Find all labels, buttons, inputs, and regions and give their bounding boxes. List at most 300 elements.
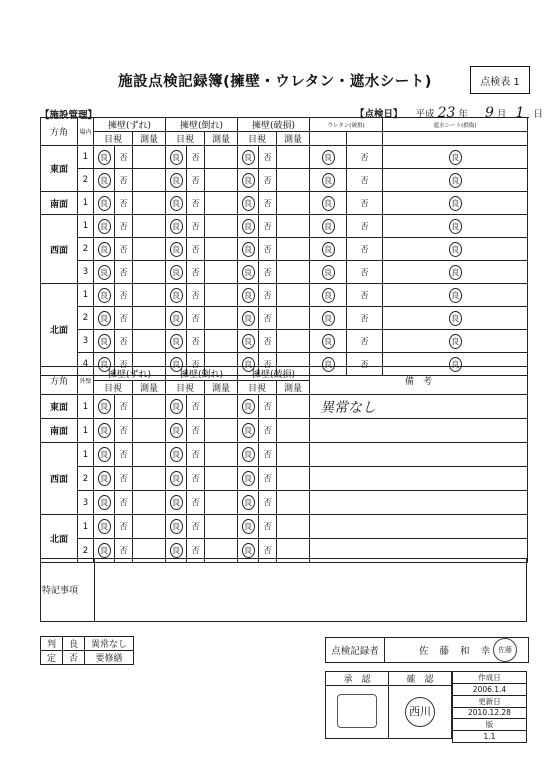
- visual-header: 目視: [238, 132, 277, 146]
- bad-mark: 否: [263, 290, 272, 300]
- good-cell: [238, 307, 259, 330]
- measure-cell: [277, 146, 310, 169]
- row-number: 3: [78, 330, 94, 353]
- bad-cell: [115, 169, 133, 192]
- special-notes-label: 特記事項: [42, 586, 79, 596]
- measure-cell: [205, 261, 238, 284]
- bad-mark: 否: [119, 498, 128, 507]
- header-zure: 擁壁(ずれ): [94, 118, 166, 132]
- good-mark: 良: [98, 173, 111, 188]
- measure-cell: [277, 395, 310, 419]
- bad-cell: [347, 169, 383, 192]
- bad-mark: 否: [360, 336, 369, 346]
- good-cell: [238, 146, 259, 169]
- good-cell: [383, 192, 528, 215]
- good-cell: [310, 330, 347, 353]
- blank-header: [383, 132, 528, 146]
- remarks-header: 備 考: [310, 367, 528, 395]
- sheet-number-box: 点検表 1: [470, 66, 530, 94]
- remark-cell: 異常なし: [310, 395, 528, 419]
- good-mark: 良: [170, 311, 183, 326]
- approval-table: [325, 671, 452, 739]
- date-year: 23: [437, 105, 456, 121]
- good-mark: 良: [322, 242, 335, 257]
- measure-cell: [205, 515, 238, 539]
- bad-cell: [259, 491, 277, 515]
- bad-mark: 否: [191, 474, 200, 483]
- good-cell: [94, 284, 115, 307]
- good-cell: [166, 515, 187, 539]
- good-mark: 良: [242, 334, 255, 349]
- good-mark: 良: [170, 265, 183, 280]
- bad-mark: 否: [119, 267, 128, 277]
- bad-mark: 否: [119, 450, 128, 459]
- bad-cell: [347, 307, 383, 330]
- measure-cell: [205, 192, 238, 215]
- measure-cell: [133, 467, 166, 491]
- special-notes-box: [40, 558, 527, 622]
- good-cell: [94, 238, 115, 261]
- bad-mark: 否: [263, 450, 272, 459]
- bad-mark: 否: [191, 426, 200, 435]
- good-mark: 良: [242, 173, 255, 188]
- group-label: 西面: [41, 215, 78, 284]
- good-cell: [94, 419, 115, 443]
- bad-mark: 否: [191, 175, 200, 185]
- good-mark: 良: [170, 447, 183, 462]
- group-label: 東面: [41, 395, 78, 419]
- good-mark: 良: [322, 173, 335, 188]
- bad-mark: 否: [360, 152, 369, 162]
- bad-cell: [187, 169, 205, 192]
- row-number: 2: [78, 467, 94, 491]
- good-mark: 良: [449, 334, 462, 349]
- good-cell: [94, 215, 115, 238]
- updated-label: 更新日: [453, 695, 527, 707]
- row-number: 2: [78, 169, 94, 192]
- bad-cell: [347, 330, 383, 353]
- row-number: 4: [78, 353, 94, 376]
- measure-cell: [205, 146, 238, 169]
- good-mark: 良: [242, 265, 255, 280]
- bad-mark: 否: [119, 198, 128, 208]
- header-sheet: 遮水シート(損傷): [383, 118, 528, 132]
- good-cell: [238, 419, 259, 443]
- good-cell: [310, 146, 347, 169]
- version-label: 版: [453, 719, 527, 731]
- bad-mark: 否: [119, 175, 128, 185]
- blank-header: [347, 132, 383, 146]
- good-cell: [310, 284, 347, 307]
- measure-cell: [277, 192, 310, 215]
- measure-cell: [133, 146, 166, 169]
- confirm-seal: 西川: [405, 697, 435, 727]
- bad-mark: 否: [360, 267, 369, 277]
- confirm-label: 確 認: [389, 672, 452, 686]
- measure-cell: [277, 419, 310, 443]
- good-cell: [94, 515, 115, 539]
- good-mark: 良: [170, 495, 183, 510]
- good-mark: 良: [242, 423, 255, 438]
- good-mark: 良: [98, 196, 111, 211]
- group-label: 西面: [41, 443, 78, 515]
- direction-header: 方角: [41, 367, 78, 395]
- bad-cell: [259, 169, 277, 192]
- good-mark: 良: [242, 357, 255, 372]
- row-number: 1: [78, 419, 94, 443]
- bad-cell: [259, 215, 277, 238]
- row-number: 1: [78, 192, 94, 215]
- measure-cell: [133, 491, 166, 515]
- bad-cell: [259, 330, 277, 353]
- judge-good-desc: 異常なし: [85, 637, 134, 651]
- bad-mark: 否: [191, 336, 200, 346]
- remark-cell: [310, 419, 528, 443]
- measure-header: 測量: [205, 132, 238, 146]
- bad-cell: [187, 238, 205, 261]
- good-mark: 良: [98, 334, 111, 349]
- bad-mark: 否: [263, 313, 272, 323]
- bad-cell: [187, 395, 205, 419]
- good-mark: 良: [98, 288, 111, 303]
- good-mark: 良: [98, 265, 111, 280]
- good-cell: [238, 192, 259, 215]
- measure-cell: [277, 307, 310, 330]
- header-taore: 擁壁(倒れ): [166, 367, 238, 381]
- group-label: 北面: [41, 515, 78, 563]
- good-cell: [94, 330, 115, 353]
- bad-cell: [115, 146, 133, 169]
- bad-cell: [187, 284, 205, 307]
- good-mark: 良: [242, 242, 255, 257]
- bad-cell: [115, 443, 133, 467]
- measure-header: 測量: [205, 381, 238, 395]
- bad-cell: [347, 284, 383, 307]
- bad-mark: 否: [119, 426, 128, 435]
- good-cell: [238, 330, 259, 353]
- good-cell: [166, 491, 187, 515]
- good-cell: [383, 284, 528, 307]
- good-mark: 良: [242, 219, 255, 234]
- direction-header: 方角: [41, 118, 78, 146]
- measure-header: 測量: [277, 132, 310, 146]
- remark-cell: [310, 515, 528, 539]
- bad-cell: [115, 467, 133, 491]
- bad-cell: [259, 146, 277, 169]
- bad-mark: 否: [263, 359, 272, 369]
- good-cell: [383, 146, 528, 169]
- inspection-table-exterior: [40, 366, 528, 563]
- good-cell: [166, 238, 187, 261]
- good-mark: 良: [170, 334, 183, 349]
- good-mark: 良: [98, 219, 111, 234]
- good-mark: 良: [322, 357, 335, 372]
- bad-mark: 否: [191, 522, 200, 531]
- good-mark: 良: [98, 423, 111, 438]
- recorder-name: 佐 藤 和 幸: [418, 646, 495, 657]
- bad-mark: 否: [263, 546, 272, 555]
- bad-cell: [115, 419, 133, 443]
- good-mark: 良: [322, 196, 335, 211]
- measure-cell: [205, 419, 238, 443]
- good-mark: 良: [322, 265, 335, 280]
- good-mark: 良: [242, 196, 255, 211]
- bad-cell: [259, 238, 277, 261]
- good-cell: [94, 443, 115, 467]
- bad-cell: [259, 515, 277, 539]
- measure-cell: [205, 443, 238, 467]
- good-cell: [238, 238, 259, 261]
- date-year-unit: 年: [458, 109, 468, 120]
- measure-cell: [133, 515, 166, 539]
- approval-stamp: [337, 694, 377, 728]
- good-mark: 良: [98, 357, 111, 372]
- group-label: 南面: [41, 192, 78, 215]
- bad-mark: 否: [191, 402, 200, 411]
- good-mark: 良: [322, 288, 335, 303]
- bad-mark: 否: [191, 498, 200, 507]
- bad-mark: 否: [263, 152, 272, 162]
- date-month: 9: [485, 105, 494, 121]
- measure-cell: [277, 284, 310, 307]
- bad-cell: [115, 491, 133, 515]
- good-mark: 良: [170, 173, 183, 188]
- good-mark: 良: [98, 399, 111, 414]
- measure-cell: [205, 330, 238, 353]
- bad-cell: [115, 330, 133, 353]
- bad-mark: 否: [360, 198, 369, 208]
- measure-cell: [205, 284, 238, 307]
- bad-mark: 否: [360, 359, 369, 369]
- measure-cell: [205, 169, 238, 192]
- good-cell: [166, 261, 187, 284]
- row-number: 2: [78, 238, 94, 261]
- good-cell: [94, 261, 115, 284]
- recorder-label: 点検記録者: [326, 638, 385, 662]
- blank-header: [310, 132, 347, 146]
- measure-cell: [205, 238, 238, 261]
- bad-mark: 否: [191, 546, 200, 555]
- measure-cell: [133, 443, 166, 467]
- bad-cell: [187, 307, 205, 330]
- measure-header: 測量: [133, 132, 166, 146]
- bad-mark: 否: [119, 402, 128, 411]
- bad-cell: [347, 238, 383, 261]
- good-mark: 良: [449, 288, 462, 303]
- good-cell: [238, 491, 259, 515]
- measure-cell: [205, 215, 238, 238]
- bad-mark: 否: [360, 313, 369, 323]
- good-cell: [166, 330, 187, 353]
- bad-mark: 否: [191, 267, 200, 277]
- inspection-table-interior: [40, 117, 528, 376]
- row-number: 1: [78, 515, 94, 539]
- bad-cell: [347, 215, 383, 238]
- good-mark: 良: [170, 471, 183, 486]
- bad-mark: 否: [119, 313, 128, 323]
- good-cell: [310, 261, 347, 284]
- bad-mark: 否: [119, 359, 128, 369]
- good-mark: 良: [170, 288, 183, 303]
- bad-cell: [187, 330, 205, 353]
- good-cell: [94, 192, 115, 215]
- bad-mark: 否: [191, 198, 200, 208]
- bad-mark: 否: [360, 175, 369, 185]
- good-mark: 良: [242, 471, 255, 486]
- measure-cell: [133, 261, 166, 284]
- row-number: 1: [78, 443, 94, 467]
- group-label: 北面: [41, 284, 78, 376]
- good-cell: [310, 192, 347, 215]
- measure-cell: [133, 284, 166, 307]
- bad-mark: 否: [191, 244, 200, 254]
- bad-mark: 否: [263, 474, 272, 483]
- good-mark: 良: [242, 447, 255, 462]
- row-number: 1: [78, 395, 94, 419]
- good-cell: [166, 307, 187, 330]
- bad-mark: 否: [360, 290, 369, 300]
- good-mark: 良: [170, 357, 183, 372]
- good-cell: [238, 215, 259, 238]
- good-cell: [166, 467, 187, 491]
- updated-date: 2010.12.28: [453, 707, 527, 719]
- bad-cell: [187, 146, 205, 169]
- good-mark: 良: [322, 150, 335, 165]
- measure-cell: [277, 238, 310, 261]
- bad-cell: [259, 261, 277, 284]
- measure-cell: [133, 238, 166, 261]
- good-mark: 良: [98, 543, 111, 558]
- measure-header: 測量: [277, 381, 310, 395]
- bad-mark: 否: [263, 402, 272, 411]
- header-taore: 擁壁(倒れ): [166, 118, 238, 132]
- good-cell: [238, 467, 259, 491]
- bad-mark: 否: [191, 290, 200, 300]
- bad-cell: [115, 238, 133, 261]
- bad-mark: 否: [263, 221, 272, 231]
- date-day: 1: [515, 105, 525, 121]
- bad-mark: 否: [263, 198, 272, 208]
- good-cell: [166, 284, 187, 307]
- row-number: 2: [78, 307, 94, 330]
- good-cell: [94, 491, 115, 515]
- bad-mark: 否: [119, 522, 128, 531]
- row-number: 1: [78, 215, 94, 238]
- good-cell: [238, 515, 259, 539]
- bad-mark: 否: [119, 244, 128, 254]
- bad-cell: [187, 192, 205, 215]
- bad-mark: 否: [263, 426, 272, 435]
- bad-cell: [115, 192, 133, 215]
- good-mark: 良: [170, 399, 183, 414]
- good-mark: 良: [98, 471, 111, 486]
- measure-cell: [277, 215, 310, 238]
- position-header: 場内: [78, 118, 94, 146]
- visual-header: 目視: [166, 132, 205, 146]
- bad-cell: [115, 395, 133, 419]
- measure-cell: [277, 467, 310, 491]
- bad-mark: 否: [119, 474, 128, 483]
- measure-cell: [277, 443, 310, 467]
- good-cell: [166, 146, 187, 169]
- bad-mark: 否: [191, 152, 200, 162]
- good-cell: [166, 169, 187, 192]
- good-mark: 良: [322, 219, 335, 234]
- header-haso: 擁壁(破損): [238, 118, 310, 132]
- good-mark: 良: [242, 495, 255, 510]
- good-cell: [310, 307, 347, 330]
- remark-cell: [310, 491, 528, 515]
- good-mark: 良: [170, 242, 183, 257]
- good-cell: [310, 238, 347, 261]
- created-label: 作成日: [453, 672, 527, 684]
- row-number: 1: [78, 146, 94, 169]
- good-mark: 良: [449, 311, 462, 326]
- visual-header: 目視: [238, 381, 277, 395]
- measure-cell: [277, 330, 310, 353]
- version-number: 1.1: [453, 731, 527, 743]
- section-label: 【施設管理】: [40, 110, 98, 121]
- judgement-legend: [40, 636, 134, 665]
- bad-mark: 否: [263, 498, 272, 507]
- bad-mark: 否: [191, 313, 200, 323]
- good-mark: 良: [170, 543, 183, 558]
- good-cell: [383, 215, 528, 238]
- bad-cell: [115, 284, 133, 307]
- good-mark: 良: [449, 242, 462, 257]
- bad-cell: [187, 419, 205, 443]
- good-cell: [310, 215, 347, 238]
- bad-cell: [115, 515, 133, 539]
- measure-cell: [205, 467, 238, 491]
- measure-cell: [133, 419, 166, 443]
- good-mark: 良: [449, 219, 462, 234]
- good-cell: [383, 261, 528, 284]
- good-mark: 良: [170, 519, 183, 534]
- good-cell: [238, 395, 259, 419]
- measure-cell: [133, 395, 166, 419]
- bad-cell: [259, 284, 277, 307]
- good-cell: [238, 261, 259, 284]
- judge-label-1: 判: [41, 637, 63, 651]
- header-urethane: ウレタン(破損): [310, 118, 383, 132]
- good-mark: 良: [170, 219, 183, 234]
- measure-cell: [205, 307, 238, 330]
- bad-mark: 否: [119, 546, 128, 555]
- bad-mark: 否: [360, 244, 369, 254]
- measure-cell: [277, 169, 310, 192]
- bad-mark: 否: [119, 152, 128, 162]
- visual-header: 目視: [94, 381, 133, 395]
- created-date: 2006.1.4: [453, 684, 527, 696]
- measure-header: 測量: [133, 381, 166, 395]
- date-month-unit: 月: [496, 109, 507, 120]
- bad-cell: [259, 443, 277, 467]
- good-cell: [94, 307, 115, 330]
- good-mark: 良: [322, 311, 335, 326]
- good-mark: 良: [449, 196, 462, 211]
- bad-cell: [187, 515, 205, 539]
- group-label: 南面: [41, 419, 78, 443]
- bad-cell: [347, 261, 383, 284]
- good-cell: [383, 307, 528, 330]
- page-title: 施設点検記録簿(擁壁・ウレタン・遮水シート): [118, 74, 432, 90]
- good-cell: [383, 238, 528, 261]
- measure-cell: [133, 192, 166, 215]
- row-number: 2: [78, 539, 94, 563]
- position-header: 外壁: [78, 367, 94, 395]
- row-number: 3: [78, 261, 94, 284]
